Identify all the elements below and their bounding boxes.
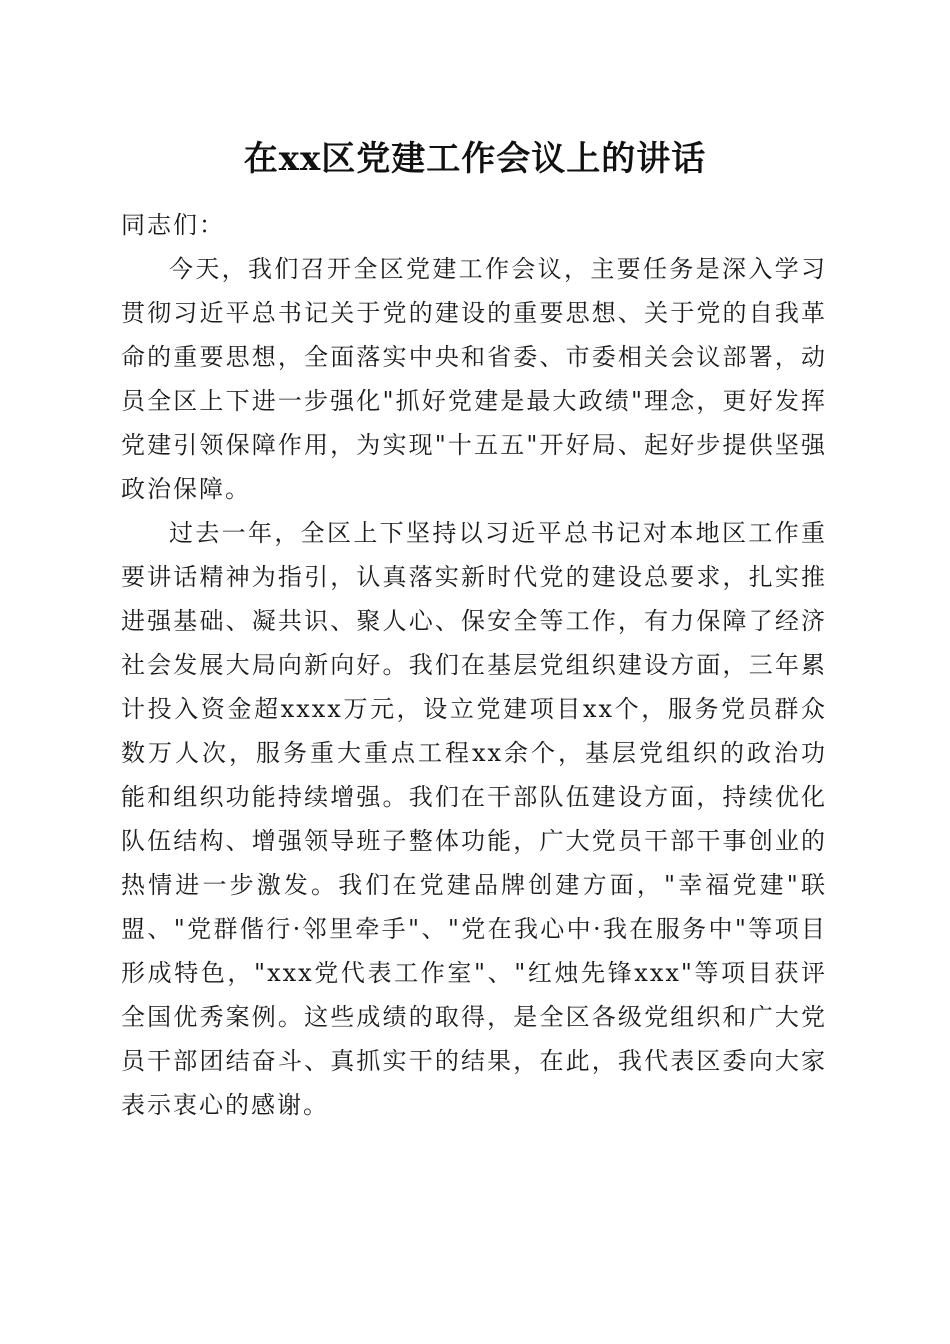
salutation: 同志们： — [121, 211, 225, 239]
document-title: 在xx区党建工作会议上的讲话 — [243, 139, 707, 179]
paragraph-review: 过去一年，全区上下坚持以习近平总书记对本地区工作重要讲话精神为指引，认真落实新时代党的建设总要求，扎实推进强基础、凝共识、聚人心、保安全等工作，有力保障了经济社会发展大局向新向好。我们在基层党组织建设方面，三年累计投入资金超xxxx万元，设立党建项目xx个，服务党员群众数万人次，服务重大重点工程xx余个，基层党组织的政治功能和组织功能持续增强。我们在干部队伍建设方面，持续优化队伍结构、增强领导班子整体功能，广大党员干部干事创业的热情进一步激发。我们在党建品牌创建方面，"幸福党建"联盟、"党群偕行·邻里牵手"、"党在我心中·我在服务中"等项目形成特色，"xxx党代表工作室"、"红烛先锋xxx"等项目获评全国优秀案例。这些成绩的取得，是全区各级党组织和广大党员干部团结奋斗、真抓实干的结果，在此，我代表区委向大家表示衷心的感谢。 — [121, 519, 827, 1119]
document-body — [121, 203, 827, 1127]
paragraph-opening: 今天，我们召开全区党建工作会议，主要任务是深入学习贯彻习近平总书记关于党的建设的重要思想、关于党的自我革命的重要思想，全面落实中央和省委、市委相关会议部署，动员全区上下进一步强化"抓好党建是最大政绩"理念，更好发挥党建引领保障作用，为实现"十五五"开好局、起好步提供坚强政治保障。 — [121, 255, 827, 503]
